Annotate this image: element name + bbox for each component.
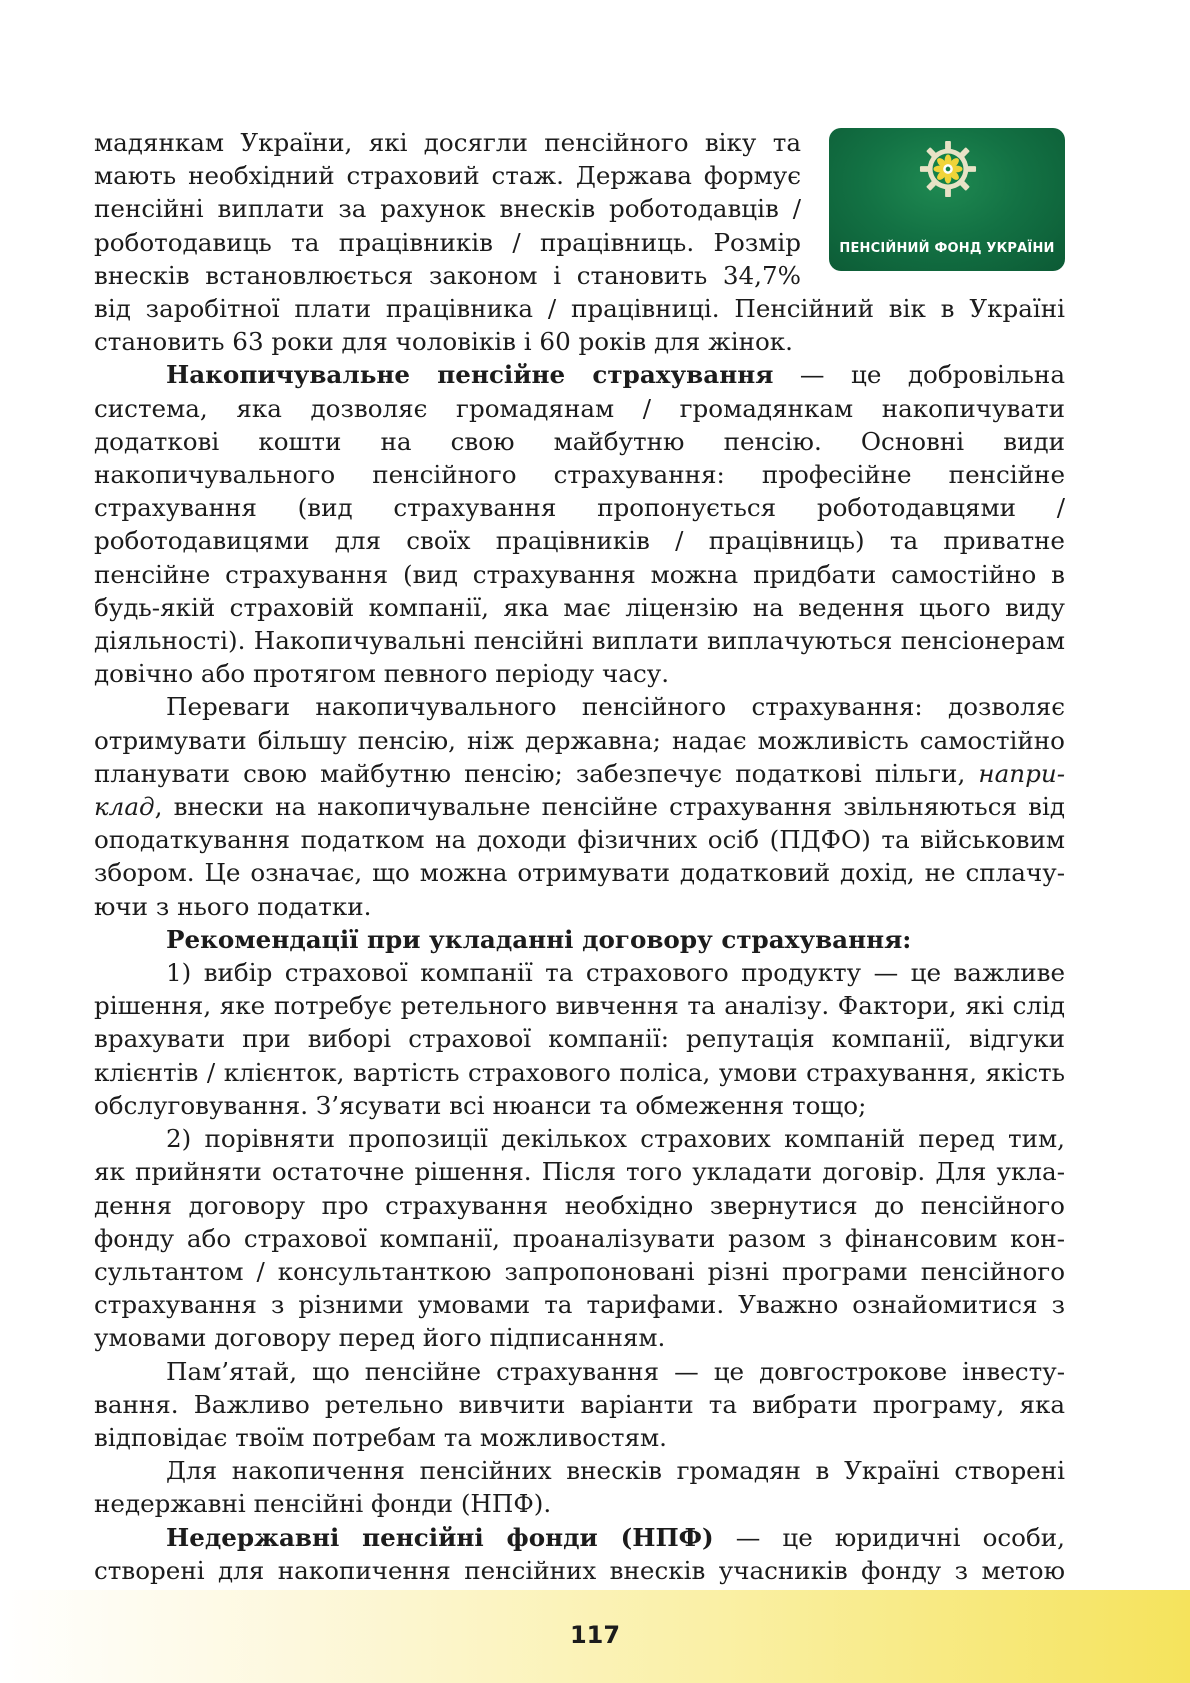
paragraph-text: , внески на накопичувальне пенсійне страхування звільняються від оподаткування податком на доходи фізичних осіб (ПДФО) та військовим збором. Це означає, що можна отримувати додатковий дохід, не сплачуючи з нього податки.	[94, 792, 1065, 921]
paragraph-npf-intro: Для накопичення пенсійних внесків громадян в Україні створені недержавні пенсійні фонди (НПФ).	[94, 1456, 1065, 1519]
italic-example: наприклад	[94, 758, 1065, 822]
pension-fund-logo	[829, 128, 1065, 271]
paragraph-text: Переваги накопичувального пенсійного страхування: дозволяє отримувати більшу пенсію, ніж державна; надає можливість самостійно планувати свою майбутню пенсію; забезпечує податкові пільги,	[94, 692, 1065, 788]
recommendation-item-2: 2) порівняти пропозиції декількох страхових компаній перед тим, як прийняти остаточне рішення. Після того укладати договір. Для укладення договору про страхування необхідно звернутися до пенсійного фонду або страхової компанії, проаналізувати разом з фінансовим консультантом / консультанткою запропоновані різні програми пенсійного страхування з різними умовами та тарифами. Уважно ознайомитися з умовами договору перед його підписанням.	[94, 1124, 1065, 1353]
paragraph-text: — це добровільна система, яка дозволяє громадянам / громадянкам накопичувати додаткові кошти на свою майбутню пенсію. Основні види накопичувального пенсійного страхування: професійне пенсійне страхування (вид страхування пропонується роботодавцями / роботодавицями для своїх працівників / працівниць) та приватне пенсійне страхування (вид страхування можна придбати самостійно в будь-якій страховій компанії, яка має ліцензію на ведення цього виду діяльності). Накопичувальні пенсійні виплати виплачуються пенсіонерам довічно або протягом певного періоду часу.	[94, 360, 1065, 689]
paragraph-advantages	[94, 690, 1065, 922]
term-npf: Недержавні пенсійні фонди (НПФ)	[166, 1522, 714, 1552]
recommendations-heading	[94, 923, 1065, 956]
paragraph-state-pension: мадянкам України, які досягли пенсійного віку та мають необхідний страховий стаж. Держава формує пенсійні виплати за рахунок внесків роботодавців / роботодавиць та працівників / працівниць. Розмір внесків встановлюється законом і становить 34,7% від заробітної плати працівника / працівниці. Пенсійний вік в Україні становить 63 роки для чоловіків і 60 років для жінок.	[94, 128, 1065, 357]
logo-caption: ПЕНСІЙНИЙ ФОНД УКРАЇНИ	[839, 241, 1055, 256]
term-funded-insurance: Накопичувальне пенсійне страхування	[166, 360, 774, 390]
page-number: 117	[569, 1621, 621, 1649]
paragraph-text: — це юридичні особи, створені для накопичення пенсійних внесків учасників фонду з метою	[94, 1522, 1065, 1585]
heading-text: Рекомендації при укладанні договору страхування:	[166, 924, 912, 954]
paragraph-funded-insurance	[94, 358, 1065, 690]
recommendation-item-1: 1) вибір страхової компанії та страхового продукту — це важливе рішення, яке потребує ретельного вивчення та аналізу. Фактори, які слід врахувати при виборі страхової компанії: репутація компанії, відгуки клієнтів / клієнток, вартість страхового поліса, умови страхування, якість обслуговування. З’ясувати всі нюанси та обмеження тощо;	[94, 958, 1065, 1120]
paragraph-remember: Пам’ятай, що пенсійне страхування — це довгострокове інвестування. Важливо ретельно вивчити варіанти та вибрати програму, яка відповідає твоїм потребам та можливостям.	[94, 1356, 1065, 1452]
pension-fund-emblem-icon	[919, 140, 977, 198]
main-text	[94, 126, 1065, 1620]
